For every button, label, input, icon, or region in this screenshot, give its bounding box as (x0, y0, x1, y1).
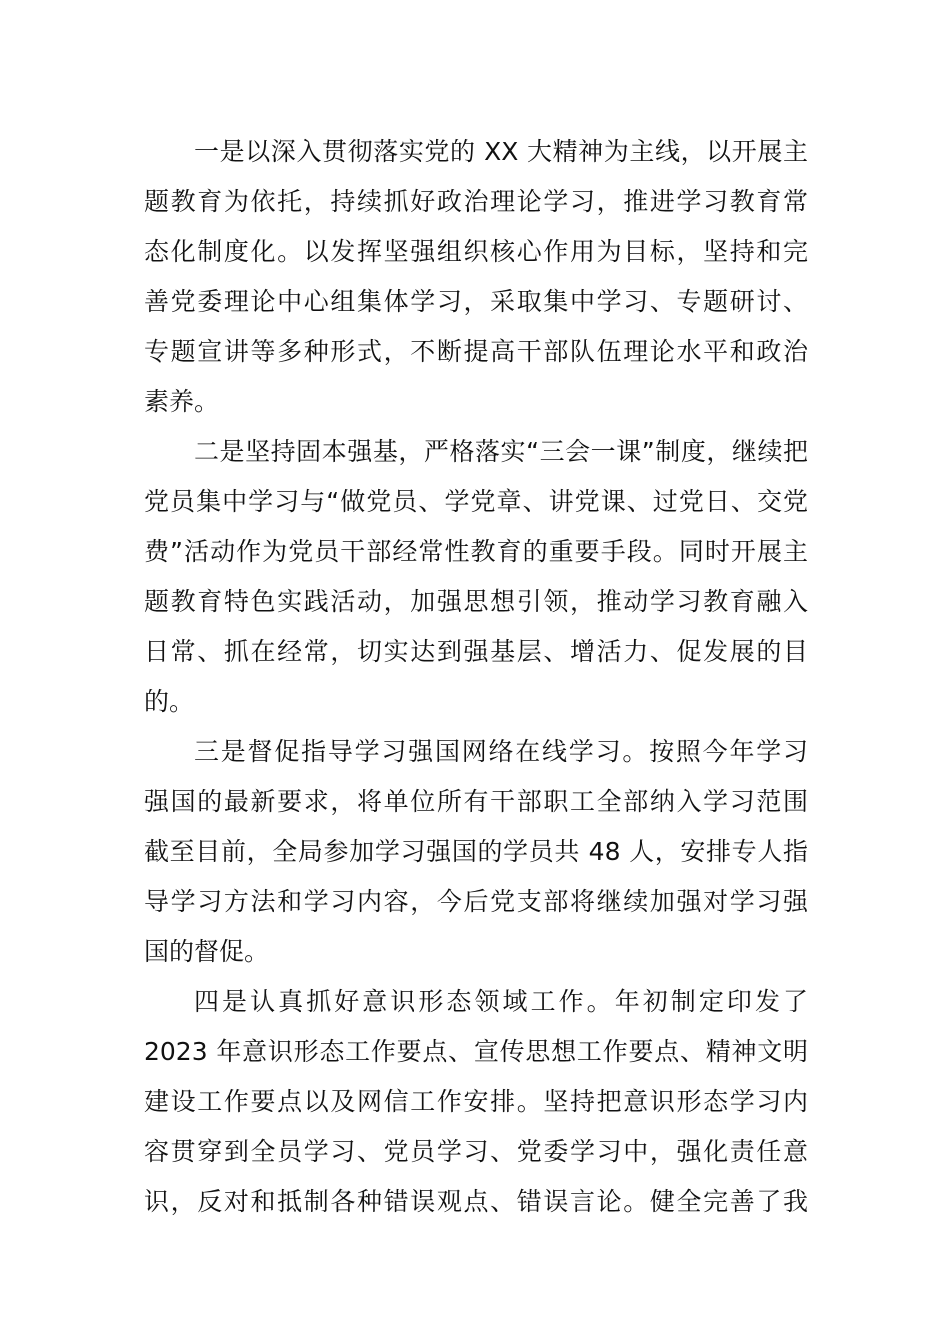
paragraph-2 (144, 427, 808, 727)
document-body (144, 127, 808, 1227)
text-line: 容贯穿到全员学习、党员学习、党委学习中，强化责任意 (144, 1137, 808, 1166)
text-line: 的。 (144, 687, 195, 716)
text-line: 善党委理论中心组集体学习，采取集中学习、专题研讨、 (144, 287, 808, 316)
text-line: 费”活动作为党员干部经常性教育的重要手段。同时开展主 (144, 537, 808, 566)
text-line: 截至目前，全局参加学习强国的学员共 48 人，安排专人指 (144, 837, 808, 866)
paragraph-4 (144, 977, 808, 1227)
text-line: 国的督促。 (144, 937, 270, 966)
text-line: 四是认真抓好意识形态领域工作。年初制定印发了 (194, 987, 808, 1016)
text-line: 导学习方法和学习内容，今后党支部将继续加强对学习强 (144, 887, 808, 916)
text-line: 一是以深入贯彻落实党的 XX 大精神为主线，以开展主 (194, 137, 808, 166)
text-line: 日常、抓在经常，切实达到强基层、增活力、促发展的目 (144, 637, 808, 666)
text-line: 三是督促指导学习强国网络在线学习。按照今年学习 (194, 737, 808, 766)
text-line: 强国的最新要求，将单位所有干部职工全部纳入学习范围 (144, 787, 808, 816)
text-line: 素养。 (144, 387, 220, 416)
text-line: 题教育为依托，持续抓好政治理论学习，推进学习教育常 (144, 187, 808, 216)
text-line: 二是坚持固本强基，严格落实“三会一课”制度，继续把 (194, 437, 808, 466)
text-line: 2023 年意识形态工作要点、宣传思想工作要点、精神文明 (144, 1037, 808, 1066)
text-line: 建设工作要点以及网信工作安排。坚持把意识形态学习内 (144, 1087, 808, 1116)
paragraph-3 (144, 727, 808, 977)
text-line: 态化制度化。以发挥坚强组织核心作用为目标，坚持和完 (144, 237, 808, 266)
text-line: 题教育特色实践活动，加强思想引领，推动学习教育融入 (144, 587, 808, 616)
text-line: 识，反对和抵制各种错误观点、错误言论。健全完善了我 (144, 1187, 808, 1216)
text-line: 专题宣讲等多种形式，不断提高干部队伍理论水平和政治 (144, 337, 808, 366)
text-line: 党员集中学习与“做党员、学党章、讲党课、过党日、交党 (144, 487, 808, 516)
paragraph-1 (144, 127, 808, 427)
